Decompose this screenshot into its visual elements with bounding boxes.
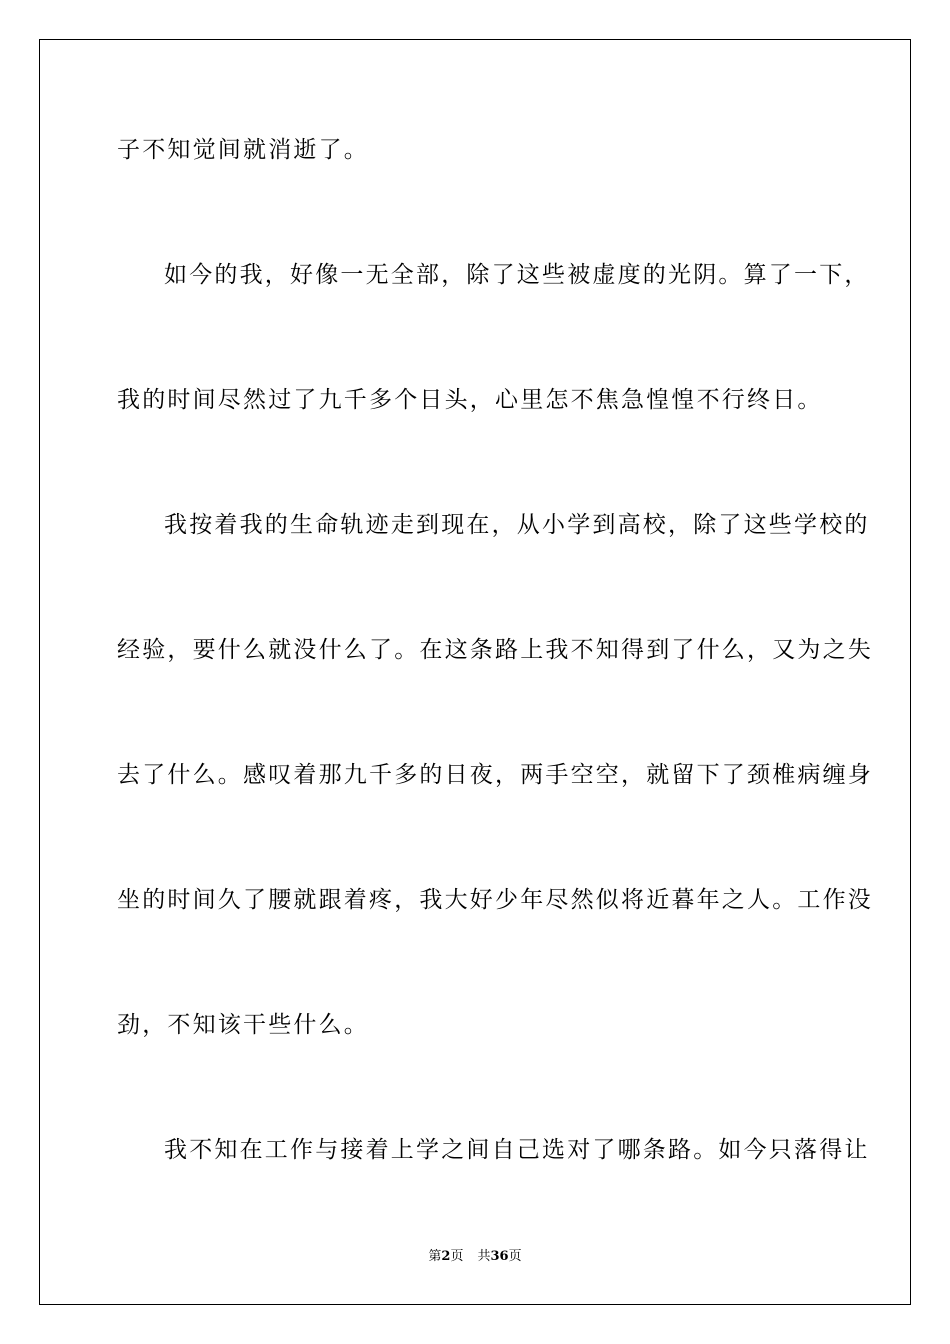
- body-line-7: 坐的时间久了腰就跟着疼，我大好少年尽然似将近暮年之人。工作没: [117, 887, 873, 913]
- body-line-2: 如今的我，好像一无全部，除了这些被虚度的光阴。算了一下，: [164, 262, 870, 288]
- page-prefix: 第: [428, 1249, 442, 1264]
- body-line-4: 我按着我的生命轨迹走到现在，从小学到高校，除了这些学校的: [164, 512, 870, 538]
- body-line-3: 我的时间尽然过了九千多个日头，心里怎不焦急惶惶不行终日。: [117, 387, 823, 413]
- body-line-5: 经验，要什么就没什么了。在这条路上我不知得到了什么，又为之失: [117, 637, 873, 663]
- total-page-count: 36: [490, 1249, 509, 1264]
- total-prefix: 共: [477, 1249, 491, 1264]
- body-line-6: 去了什么。感叹着那九千多的日夜，两手空空，就留下了颈椎病缠身: [117, 762, 873, 788]
- current-page-number: 2: [441, 1249, 451, 1264]
- body-line-8: 劲，不知该干些什么。: [117, 1012, 369, 1038]
- total-unit: 页: [508, 1249, 522, 1264]
- body-line-1: 子不知觉间就消逝了。: [117, 137, 369, 163]
- page-border: [39, 39, 911, 1305]
- page-footer: [0, 1248, 950, 1266]
- page-unit: 页: [450, 1249, 464, 1264]
- body-line-9: 我不知在工作与接着上学之间自己选对了哪条路。如今只落得让: [164, 1137, 870, 1163]
